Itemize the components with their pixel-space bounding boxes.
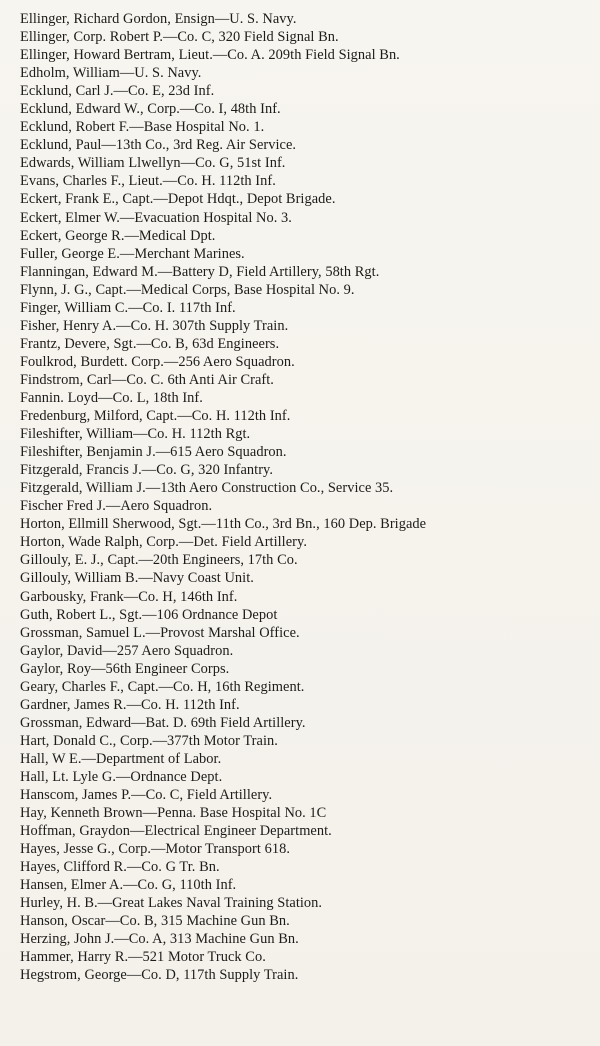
roster-entry: Edholm, William—U. S. Navy. — [20, 65, 202, 82]
roster-entry: Hansen, Elmer A.—Co. G, 110th Inf. — [20, 877, 237, 894]
roster-entry: Gardner, James R.—Co. H. 112th Inf. — [20, 696, 240, 713]
roster-entry: Fisher, Henry A.—Co. H. 307th Supply Train. — [20, 317, 289, 334]
roster-entry: Horton, Wade Ralph, Corp.—Det. Field Artillery. — [20, 534, 307, 551]
roster-entry: Horton, Ellmill Sherwood, Sgt.—11th Co., 3rd Bn., 160 Dep. Brigade — [20, 516, 427, 533]
roster-entry: Hanson, Oscar—Co. B, 315 Machine Gun Bn. — [20, 913, 290, 930]
roster-entry: Ecklund, Robert F.—Base Hospital No. 1. — [20, 119, 265, 136]
roster-entry: Grossman, Samuel L.—Provost Marshal Office. — [20, 624, 300, 641]
roster-entry: Fileshifter, Benjamin J.—615 Aero Squadron. — [20, 444, 287, 461]
roster-entry: Hayes, Jesse G., Corp.—Motor Transport 618. — [20, 841, 290, 858]
roster-entry: Foulkrod, Burdett. Corp.—256 Aero Squadron. — [20, 353, 295, 370]
roster-entry: Ecklund, Edward W., Corp.—Co. I, 48th Inf. — [20, 101, 281, 118]
roster-entry: Grossman, Edward—Bat. D. 69th Field Artillery. — [20, 714, 306, 731]
roster-entry: Hart, Donald C., Corp.—377th Motor Train. — [20, 732, 278, 749]
roster-entry: Ecklund, Paul—13th Co., 3rd Reg. Air Service. — [20, 137, 297, 154]
roster-entry: Guth, Robert L., Sgt.—106 Ordnance Depot — [20, 606, 278, 623]
roster-entry: Edwards, William Llwellyn—Co. G, 51st Inf. — [20, 155, 286, 172]
roster-entry: Fredenburg, Milford, Capt.—Co. H. 112th Inf. — [20, 408, 291, 425]
roster-entry: Evans, Charles F., Lieut.—Co. H. 112th Inf. — [20, 173, 276, 190]
roster-entry: Fannin. Loyd—Co. L, 18th Inf. — [20, 389, 203, 406]
roster-entry: Ellinger, Corp. Robert P.—Co. C, 320 Field Signal Bn. — [20, 29, 339, 46]
roster-entry: Herzing, John J.—Co. A, 313 Machine Gun Bn. — [20, 931, 299, 948]
roster-entry: Frantz, Devere, Sgt.—Co. B, 63d Engineers. — [20, 335, 280, 352]
service-roster-list — [20, 10, 600, 985]
roster-entry: Finger, William C.—Co. I. 117th Inf. — [20, 299, 236, 316]
roster-entry: Hall, Lt. Lyle G.—Ordnance Dept. — [20, 768, 223, 785]
roster-entry: Flanningan, Edward M.—Battery D, Field Artillery, 58th Rgt. — [20, 263, 380, 280]
roster-entry: Gaylor, David—257 Aero Squadron. — [20, 642, 234, 659]
roster-entry: Fischer Fred J.—Aero Squadron. — [20, 498, 213, 515]
roster-entry: Garbousky, Frank—Co. H, 146th Inf. — [20, 588, 238, 605]
roster-entry: Findstrom, Carl—Co. C. 6th Anti Air Craft. — [20, 371, 274, 388]
roster-entry: Geary, Charles F., Capt.—Co. H, 16th Regiment. — [20, 678, 305, 695]
roster-entry: Hegstrom, George—Co. D, 117th Supply Train. — [20, 967, 299, 984]
roster-entry: Hall, W E.—Department of Labor. — [20, 750, 222, 767]
roster-entry: Hoffman, Graydon—Electrical Engineer Department. — [20, 823, 332, 840]
roster-entry: Eckert, Frank E., Capt.—Depot Hdqt., Depot Brigade. — [20, 191, 336, 208]
roster-entry: Fuller, George E.—Merchant Marines. — [20, 245, 245, 262]
roster-entry: Eckert, Elmer W.—Evacuation Hospital No. 3. — [20, 209, 292, 226]
roster-entry: Hanscom, James P.—Co. C, Field Artillery. — [20, 787, 273, 804]
roster-entry: Fitzgerald, William J.—13th Aero Construction Co., Service 35. — [20, 480, 394, 497]
roster-entry: Ecklund, Carl J.—Co. E, 23d Inf. — [20, 83, 215, 100]
roster-entry: Hay, Kenneth Brown—Penna. Base Hospital No. 1C — [20, 805, 327, 822]
roster-entry: Gillouly, E. J., Capt.—20th Engineers, 17th Co. — [20, 552, 298, 569]
roster-entry: Ellinger, Howard Bertram, Lieut.—Co. A. 209th Field Signal Bn. — [20, 47, 400, 64]
roster-entry: Flynn, J. G., Capt.—Medical Corps, Base Hospital No. 9. — [20, 281, 355, 298]
roster-entry: Hayes, Clifford R.—Co. G Tr. Bn. — [20, 859, 220, 876]
roster-entry: Eckert, George R.—Medical Dpt. — [20, 227, 216, 244]
roster-entry: Fitzgerald, Francis J.—Co. G, 320 Infantry. — [20, 462, 274, 479]
roster-entry: Hurley, H. B.—Great Lakes Naval Training Station. — [20, 895, 323, 912]
roster-entry: Fileshifter, William—Co. H. 112th Rgt. — [20, 426, 251, 443]
roster-entry: Ellinger, Richard Gordon, Ensign—U. S. Navy. — [20, 11, 297, 27]
roster-entry: Hammer, Harry R.—521 Motor Truck Co. — [20, 949, 266, 966]
roster-entry: Gaylor, Roy—56th Engineer Corps. — [20, 660, 230, 677]
roster-entry: Gillouly, William B.—Navy Coast Unit. — [20, 570, 254, 587]
